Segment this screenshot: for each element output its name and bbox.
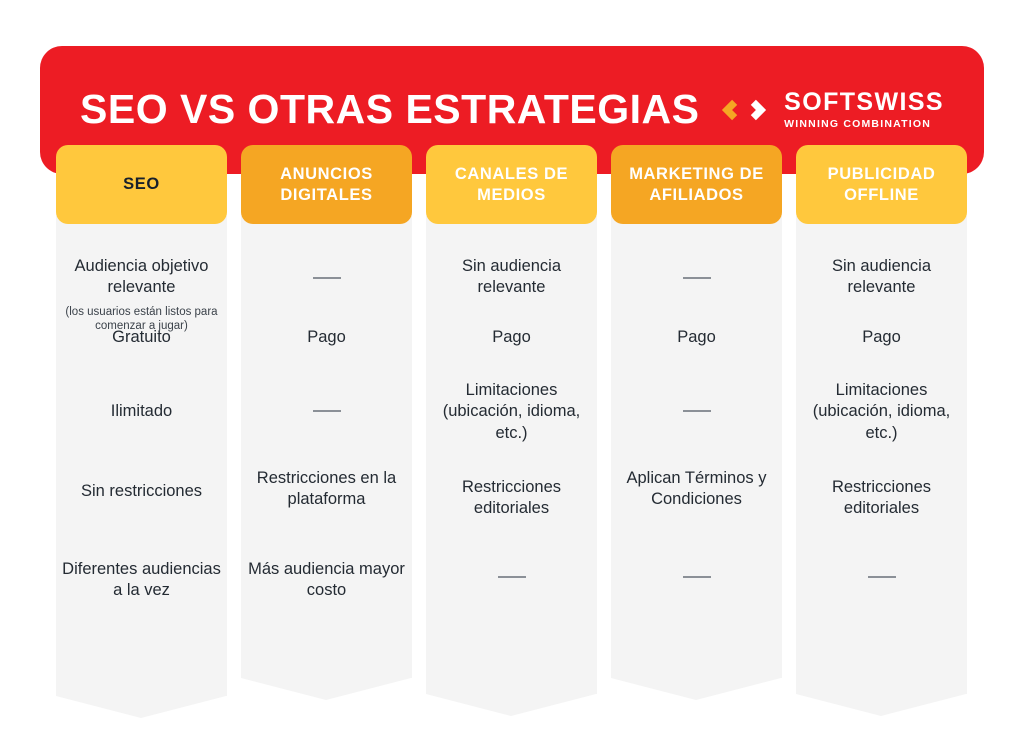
cell-text <box>56 327 227 348</box>
cell-sublabel: (los usuarios están listos para comenzar a jugar) <box>65 305 218 333</box>
page-title: SEO VS OTRAS ESTRATEGIAS <box>80 86 700 133</box>
brand-tagline: WINNING COMBINATION <box>784 118 931 131</box>
cell-label: Pago <box>307 328 346 346</box>
comparison-column <box>241 145 412 696</box>
cell-label: Más audiencia mayor costo <box>248 560 405 600</box>
cell-label: Sin restricciones <box>80 482 203 500</box>
cell-label: Restricciones en la plataforma <box>256 469 397 509</box>
cell-text <box>796 256 967 299</box>
cell-label: Pago <box>492 328 531 346</box>
comparison-column <box>56 145 227 696</box>
cell-label: Diferentes audiencias a la vez <box>62 560 221 600</box>
column-body <box>56 216 227 696</box>
softswiss-logo-icon <box>718 93 770 127</box>
cell-text <box>796 380 967 444</box>
cell-text <box>56 559 227 602</box>
cell-text <box>426 327 597 348</box>
dash-icon <box>498 576 526 578</box>
cell-label: Limitaciones (ubicación, idioma, etc.) <box>442 381 581 442</box>
cell-text <box>241 327 412 348</box>
cell-text <box>426 380 597 444</box>
cell-text <box>796 477 967 520</box>
cell-label: Sin audiencia relevante <box>461 257 562 297</box>
cell-text <box>611 327 782 348</box>
dash-icon <box>868 576 896 578</box>
column-header: SEO <box>56 145 227 224</box>
cell-label: Restricciones editoriales <box>831 478 932 518</box>
dash-icon <box>683 576 711 578</box>
cell-label: Sin audiencia relevante <box>831 257 932 297</box>
brand-logo <box>718 90 944 130</box>
comparison-columns <box>56 145 968 696</box>
dash-icon <box>683 410 711 412</box>
cell-text <box>56 481 227 502</box>
cell-text <box>56 256 227 334</box>
column-header: PUBLICIDAD OFFLINE <box>796 145 967 224</box>
cell-text <box>426 256 597 299</box>
cell-text <box>426 477 597 520</box>
cell-label: Gratuito <box>112 328 171 346</box>
cell-label: Aplican Términos y Condiciones <box>626 469 767 509</box>
cell-empty-dash <box>611 401 782 422</box>
column-body <box>241 216 412 678</box>
dash-icon <box>313 410 341 412</box>
comparison-column <box>796 145 967 696</box>
column-body <box>796 216 967 694</box>
cell-empty-dash <box>426 567 597 588</box>
brand-text-block <box>784 90 944 130</box>
cell-text <box>796 327 967 348</box>
column-body <box>611 216 782 678</box>
cell-text <box>611 468 782 511</box>
cell-label: Pago <box>862 328 901 346</box>
column-body <box>426 216 597 694</box>
cell-label: Restricciones editoriales <box>461 478 562 518</box>
brand-name: SOFTSWISS <box>784 88 944 117</box>
column-header: CANALES DE MEDIOS <box>426 145 597 224</box>
cell-label: Limitaciones (ubicación, idioma, etc.) <box>812 381 951 442</box>
cell-label: Ilimitado <box>110 402 173 420</box>
cell-text <box>241 559 412 602</box>
comparison-column <box>426 145 597 696</box>
dash-icon <box>313 277 341 279</box>
comparison-column <box>611 145 782 696</box>
cell-label: Audiencia objetivo relevante <box>74 257 209 297</box>
cell-empty-dash <box>611 268 782 289</box>
cell-empty-dash <box>241 268 412 289</box>
column-header: ANUNCIOS DIGITALES <box>241 145 412 224</box>
cell-text <box>56 401 227 422</box>
column-header: MARKETING DE AFILIADOS <box>611 145 782 224</box>
cell-empty-dash <box>241 401 412 422</box>
cell-empty-dash <box>796 567 967 588</box>
cell-text <box>241 468 412 511</box>
cell-label: Pago <box>677 328 716 346</box>
cell-empty-dash <box>611 567 782 588</box>
dash-icon <box>683 277 711 279</box>
